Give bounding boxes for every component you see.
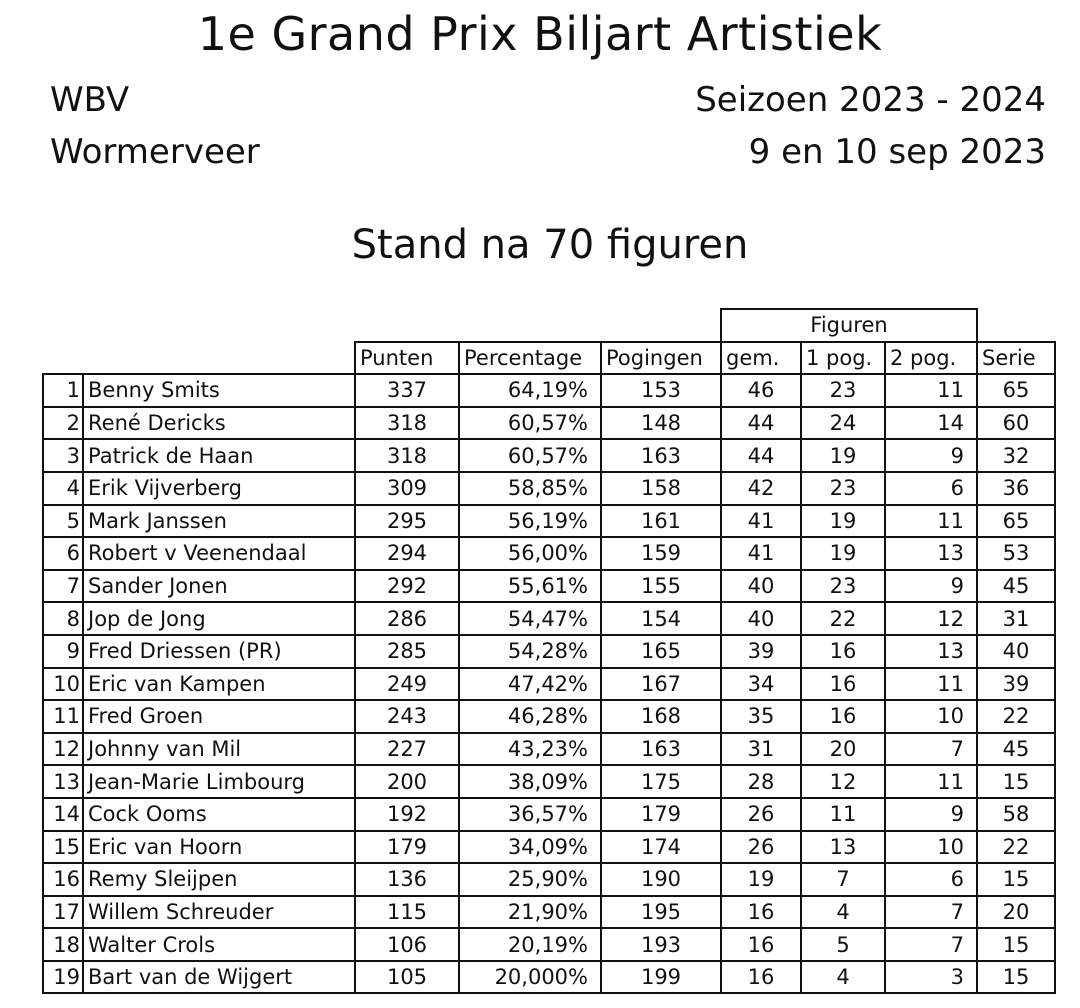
- standings-subtitle: Stand na 70 figuren: [351, 222, 749, 268]
- pog2-cell: 9: [885, 439, 977, 472]
- pogingen-cell: 195: [601, 896, 721, 929]
- rank-cell: 5: [43, 505, 83, 538]
- serie-cell: 65: [977, 374, 1055, 407]
- pog2-cell: 14: [885, 407, 977, 440]
- pog2-cell: 6: [885, 863, 977, 896]
- pogingen-cell: 175: [601, 765, 721, 798]
- player-name-cell: Jop de Jong: [83, 602, 355, 635]
- rank-cell: 9: [43, 635, 83, 668]
- player-name-cell: Fred Groen: [83, 700, 355, 733]
- pogingen-cell: 190: [601, 863, 721, 896]
- pogingen-cell: 199: [601, 961, 721, 994]
- pogingen-cell: 163: [601, 733, 721, 766]
- punten-cell: 192: [355, 798, 459, 831]
- table-row: [43, 472, 1055, 505]
- gem-cell: 16: [721, 928, 801, 961]
- percentage-cell: 38,09%: [459, 765, 601, 798]
- pog1-cell: 20: [801, 733, 885, 766]
- column-header-row: [43, 342, 1055, 375]
- punten-cell: 318: [355, 407, 459, 440]
- pogingen-cell: 153: [601, 374, 721, 407]
- gem-cell: 26: [721, 798, 801, 831]
- pog1-cell: 16: [801, 668, 885, 701]
- pog1-cell: 23: [801, 472, 885, 505]
- player-name-cell: Eric van Hoorn: [83, 831, 355, 864]
- percentage-cell: 46,28%: [459, 700, 601, 733]
- pog2-cell: 3: [885, 961, 977, 994]
- gem-cell: 16: [721, 961, 801, 994]
- serie-cell: 40: [977, 635, 1055, 668]
- pog1-cell: 12: [801, 765, 885, 798]
- rank-cell: 13: [43, 765, 83, 798]
- percentage-cell: 54,28%: [459, 635, 601, 668]
- punten-cell: 179: [355, 831, 459, 864]
- serie-cell: 60: [977, 407, 1055, 440]
- pog2-cell: 10: [885, 831, 977, 864]
- rank-cell: 15: [43, 831, 83, 864]
- column-header-serie: Serie: [977, 342, 1055, 375]
- pog2-cell: 11: [885, 505, 977, 538]
- gem-cell: 31: [721, 733, 801, 766]
- pogingen-cell: 148: [601, 407, 721, 440]
- punten-cell: 337: [355, 374, 459, 407]
- player-name-cell: Eric van Kampen: [83, 668, 355, 701]
- player-name-cell: Bart van de Wijgert: [83, 961, 355, 994]
- pog2-cell: 7: [885, 928, 977, 961]
- percentage-cell: 60,57%: [459, 407, 601, 440]
- player-name-cell: Johnny van Mil: [83, 733, 355, 766]
- column-header-1-pog: 1 pog.: [801, 342, 885, 375]
- percentage-cell: 21,90%: [459, 896, 601, 929]
- serie-cell: 39: [977, 668, 1055, 701]
- pog2-cell: 11: [885, 668, 977, 701]
- group-header-row: [43, 309, 1055, 342]
- pog1-cell: 19: [801, 439, 885, 472]
- pog2-cell: 9: [885, 570, 977, 603]
- location-label: Wormerveer: [50, 132, 260, 172]
- pogingen-cell: 163: [601, 439, 721, 472]
- rank-cell: 8: [43, 602, 83, 635]
- serie-cell: 22: [977, 831, 1055, 864]
- player-name-cell: Walter Crols: [83, 928, 355, 961]
- pog2-cell: 6: [885, 472, 977, 505]
- percentage-cell: 56,00%: [459, 537, 601, 570]
- percentage-cell: 34,09%: [459, 831, 601, 864]
- gem-cell: 40: [721, 602, 801, 635]
- serie-cell: 20: [977, 896, 1055, 929]
- table-row: [43, 374, 1055, 407]
- player-name-cell: Robert v Veenendaal: [83, 537, 355, 570]
- rank-cell: 10: [43, 668, 83, 701]
- dates-label: 9 en 10 sep 2023: [748, 132, 1046, 172]
- table-row: [43, 863, 1055, 896]
- player-name-cell: Willem Schreuder: [83, 896, 355, 929]
- gem-cell: 28: [721, 765, 801, 798]
- pogingen-cell: 179: [601, 798, 721, 831]
- rank-cell: 18: [43, 928, 83, 961]
- pogingen-cell: 167: [601, 668, 721, 701]
- pog1-cell: 23: [801, 570, 885, 603]
- pog2-cell: 13: [885, 537, 977, 570]
- pogingen-cell: 159: [601, 537, 721, 570]
- serie-cell: 45: [977, 733, 1055, 766]
- serie-cell: 36: [977, 472, 1055, 505]
- pog1-cell: 5: [801, 928, 885, 961]
- punten-cell: 227: [355, 733, 459, 766]
- rank-cell: 19: [43, 961, 83, 994]
- table-row: [43, 505, 1055, 538]
- pogingen-cell: 154: [601, 602, 721, 635]
- pog1-cell: 23: [801, 374, 885, 407]
- pog2-cell: 13: [885, 635, 977, 668]
- gem-cell: 40: [721, 570, 801, 603]
- gem-cell: 44: [721, 439, 801, 472]
- gem-cell: 19: [721, 863, 801, 896]
- gem-cell: 34: [721, 668, 801, 701]
- pog1-cell: 13: [801, 831, 885, 864]
- pogingen-cell: 174: [601, 831, 721, 864]
- pog1-cell: 7: [801, 863, 885, 896]
- pog2-cell: 12: [885, 602, 977, 635]
- punten-cell: 285: [355, 635, 459, 668]
- percentage-cell: 20,19%: [459, 928, 601, 961]
- punten-cell: 318: [355, 439, 459, 472]
- punten-cell: 292: [355, 570, 459, 603]
- punten-cell: 295: [355, 505, 459, 538]
- rank-cell: 7: [43, 570, 83, 603]
- pog1-cell: 24: [801, 407, 885, 440]
- gem-cell: 35: [721, 700, 801, 733]
- rank-cell: 16: [43, 863, 83, 896]
- percentage-cell: 54,47%: [459, 602, 601, 635]
- player-name-cell: Benny Smits: [83, 374, 355, 407]
- pog2-cell: 7: [885, 896, 977, 929]
- player-name-cell: Remy Sleijpen: [83, 863, 355, 896]
- page-title: 1e Grand Prix Biljart Artistiek: [197, 7, 883, 61]
- pog2-cell: 9: [885, 798, 977, 831]
- table-row: [43, 700, 1055, 733]
- table-row: [43, 765, 1055, 798]
- gem-cell: 26: [721, 831, 801, 864]
- punten-cell: 294: [355, 537, 459, 570]
- pogingen-cell: 155: [601, 570, 721, 603]
- punten-cell: 309: [355, 472, 459, 505]
- rank-cell: 14: [43, 798, 83, 831]
- serie-cell: 58: [977, 798, 1055, 831]
- percentage-cell: 43,23%: [459, 733, 601, 766]
- pog1-cell: 19: [801, 505, 885, 538]
- standings-table: [42, 308, 1056, 994]
- pogingen-cell: 168: [601, 700, 721, 733]
- gem-cell: 42: [721, 472, 801, 505]
- pog1-cell: 11: [801, 798, 885, 831]
- percentage-cell: 47,42%: [459, 668, 601, 701]
- pog1-cell: 16: [801, 635, 885, 668]
- serie-cell: 65: [977, 505, 1055, 538]
- table-row: [43, 961, 1055, 994]
- gem-cell: 46: [721, 374, 801, 407]
- pog2-cell: 11: [885, 374, 977, 407]
- column-header-gem: gem.: [721, 342, 801, 375]
- table-row: [43, 439, 1055, 472]
- table-row: [43, 831, 1055, 864]
- rank-cell: 6: [43, 537, 83, 570]
- table-row: [43, 407, 1055, 440]
- rank-cell: 4: [43, 472, 83, 505]
- table-row: [43, 537, 1055, 570]
- serie-cell: 15: [977, 765, 1055, 798]
- rank-cell: 1: [43, 374, 83, 407]
- serie-cell: 32: [977, 439, 1055, 472]
- percentage-cell: 56,19%: [459, 505, 601, 538]
- pog1-cell: 19: [801, 537, 885, 570]
- percentage-cell: 55,61%: [459, 570, 601, 603]
- serie-cell: 15: [977, 928, 1055, 961]
- player-name-cell: Fred Driessen (PR): [83, 635, 355, 668]
- pogingen-cell: 193: [601, 928, 721, 961]
- percentage-cell: 58,85%: [459, 472, 601, 505]
- punten-cell: 243: [355, 700, 459, 733]
- serie-cell: 22: [977, 700, 1055, 733]
- column-header-punten: Punten: [355, 342, 459, 375]
- pog1-cell: 4: [801, 896, 885, 929]
- player-name-cell: René Dericks: [83, 407, 355, 440]
- serie-cell: 15: [977, 961, 1055, 994]
- pog1-cell: 22: [801, 602, 885, 635]
- punten-cell: 249: [355, 668, 459, 701]
- table-row: [43, 798, 1055, 831]
- pog2-cell: 11: [885, 765, 977, 798]
- punten-cell: 115: [355, 896, 459, 929]
- punten-cell: 105: [355, 961, 459, 994]
- column-header-pogingen: Pogingen: [601, 342, 721, 375]
- table-row: [43, 928, 1055, 961]
- punten-cell: 200: [355, 765, 459, 798]
- pog1-cell: 16: [801, 700, 885, 733]
- percentage-cell: 36,57%: [459, 798, 601, 831]
- player-name-cell: Patrick de Haan: [83, 439, 355, 472]
- pog2-cell: 7: [885, 733, 977, 766]
- serie-cell: 53: [977, 537, 1055, 570]
- percentage-cell: 60,57%: [459, 439, 601, 472]
- column-header-percentage: Percentage: [459, 342, 601, 375]
- table-row: [43, 896, 1055, 929]
- season-label: Seizoen 2023 - 2024: [695, 80, 1046, 120]
- serie-cell: 15: [977, 863, 1055, 896]
- table-row: [43, 635, 1055, 668]
- gem-cell: 41: [721, 505, 801, 538]
- table-row: [43, 668, 1055, 701]
- table-row: [43, 733, 1055, 766]
- rank-cell: 3: [43, 439, 83, 472]
- gem-cell: 44: [721, 407, 801, 440]
- table-row: [43, 602, 1055, 635]
- rank-cell: 11: [43, 700, 83, 733]
- player-name-cell: Erik Vijverberg: [83, 472, 355, 505]
- punten-cell: 106: [355, 928, 459, 961]
- gem-cell: 39: [721, 635, 801, 668]
- pogingen-cell: 161: [601, 505, 721, 538]
- column-header-2-pog: 2 pog.: [885, 342, 977, 375]
- percentage-cell: 25,90%: [459, 863, 601, 896]
- rank-cell: 2: [43, 407, 83, 440]
- serie-cell: 45: [977, 570, 1055, 603]
- rank-cell: 12: [43, 733, 83, 766]
- organization-label: WBV: [50, 80, 130, 120]
- player-name-cell: Mark Janssen: [83, 505, 355, 538]
- percentage-cell: 20,000%: [459, 961, 601, 994]
- figuren-group-header: Figuren: [721, 309, 977, 342]
- player-name-cell: Sander Jonen: [83, 570, 355, 603]
- punten-cell: 286: [355, 602, 459, 635]
- pog1-cell: 4: [801, 961, 885, 994]
- player-name-cell: Jean-Marie Limbourg: [83, 765, 355, 798]
- gem-cell: 16: [721, 896, 801, 929]
- table-row: [43, 570, 1055, 603]
- pogingen-cell: 158: [601, 472, 721, 505]
- percentage-cell: 64,19%: [459, 374, 601, 407]
- rank-cell: 17: [43, 896, 83, 929]
- serie-cell: 31: [977, 602, 1055, 635]
- pog2-cell: 10: [885, 700, 977, 733]
- pogingen-cell: 165: [601, 635, 721, 668]
- player-name-cell: Cock Ooms: [83, 798, 355, 831]
- gem-cell: 41: [721, 537, 801, 570]
- punten-cell: 136: [355, 863, 459, 896]
